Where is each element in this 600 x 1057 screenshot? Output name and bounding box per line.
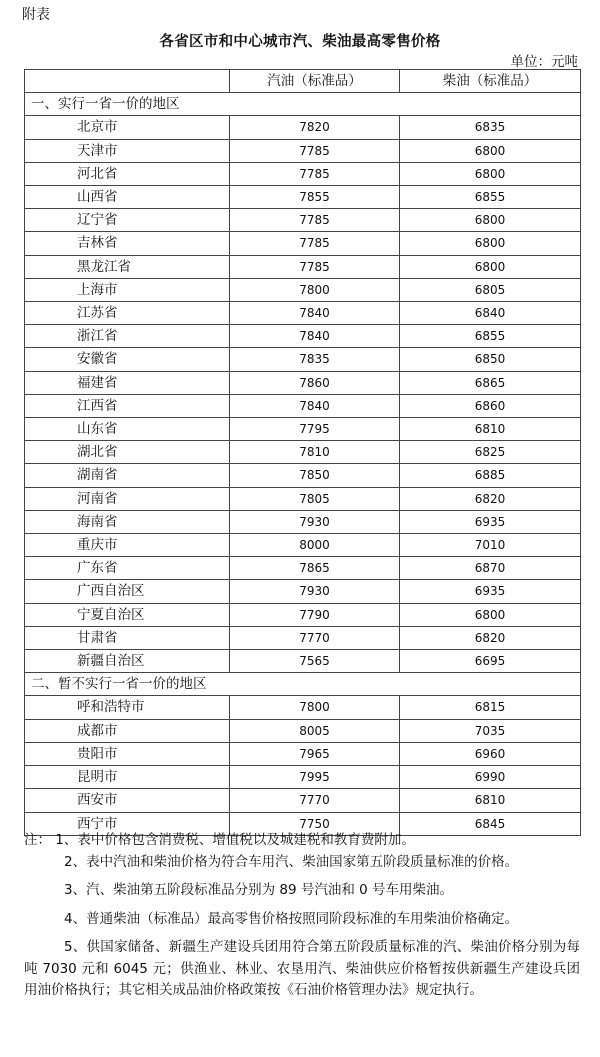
note-1: 注： 1、表中价格包含消费税、增值税以及城建税和教育费附加。 [24,832,415,848]
header-diesel: 柴油（标准品） [400,70,581,93]
price-table [24,69,581,836]
region-name: 海南省 [25,510,230,533]
appendix-label: 附表 [22,7,50,23]
diesel-price: 6835 [400,116,581,139]
gasoline-price: 7965 [230,742,400,765]
region-name: 宁夏自治区 [25,603,230,626]
table-row [25,441,581,464]
diesel-price: 6810 [400,789,581,812]
table-row [25,232,581,255]
gasoline-price: 7805 [230,487,400,510]
table-row [25,186,581,209]
diesel-price: 6855 [400,325,581,348]
notes-block [24,830,580,1002]
gasoline-price: 7785 [230,209,400,232]
gasoline-price: 7785 [230,232,400,255]
diesel-price: 6885 [400,464,581,487]
table-row [25,789,581,812]
table-row [25,719,581,742]
diesel-price: 6815 [400,696,581,719]
gasoline-price: 7850 [230,464,400,487]
section2-label: 二、暂不实行一省一价的地区 [25,673,581,696]
table-row [25,139,581,162]
gasoline-price: 7770 [230,626,400,649]
header-row [25,70,581,93]
gasoline-price: 7770 [230,789,400,812]
gasoline-price: 7565 [230,650,400,673]
region-name: 安徽省 [25,348,230,371]
region-name: 北京市 [25,116,230,139]
diesel-price: 6820 [400,626,581,649]
table-row [25,162,581,185]
diesel-price: 6800 [400,139,581,162]
section1-label: 一、实行一省一价的地区 [25,93,581,116]
table-row [25,603,581,626]
region-name: 辽宁省 [25,209,230,232]
region-name: 天津市 [25,139,230,162]
table-row [25,394,581,417]
region-name: 吉林省 [25,232,230,255]
table-row [25,302,581,325]
gasoline-price: 7800 [230,696,400,719]
header-gasoline: 汽油（标准品） [230,70,400,93]
table-row [25,418,581,441]
table-row [25,534,581,557]
diesel-price: 6800 [400,162,581,185]
gasoline-price: 7865 [230,557,400,580]
gasoline-price: 7810 [230,441,400,464]
table-row [25,487,581,510]
table-row [25,348,581,371]
region-name: 西安市 [25,789,230,812]
region-name: 湖南省 [25,464,230,487]
gasoline-price: 7840 [230,394,400,417]
diesel-price: 6805 [400,278,581,301]
unit-label: 单位：元吨 [510,54,578,70]
gasoline-price: 7785 [230,255,400,278]
diesel-price: 6810 [400,418,581,441]
table-row [25,510,581,533]
region-name: 昆明市 [25,766,230,789]
table-row [25,209,581,232]
table-row [25,626,581,649]
region-name: 湖北省 [25,441,230,464]
table-row [25,557,581,580]
region-name: 江西省 [25,394,230,417]
note-4: 4、普通柴油（标准品）最高零售价格按照同阶段标准的车用柴油价格确定。 [64,910,519,927]
gasoline-price: 7785 [230,139,400,162]
gasoline-price: 7860 [230,371,400,394]
diesel-price: 6845 [400,812,581,835]
header-region [25,70,230,93]
region-name: 河南省 [25,487,230,510]
table-title: 各省区市和中心城市汽、柴油最高零售价格 [159,34,441,50]
region-name: 浙江省 [25,325,230,348]
gasoline-price: 7840 [230,302,400,325]
table-row [25,278,581,301]
diesel-price: 6870 [400,557,581,580]
gasoline-price: 8000 [230,534,400,557]
gasoline-price: 7820 [230,116,400,139]
diesel-price: 6695 [400,650,581,673]
region-name: 山东省 [25,418,230,441]
region-name: 河北省 [25,162,230,185]
region-name: 黑龙江省 [25,255,230,278]
table-row [25,742,581,765]
gasoline-price: 7995 [230,766,400,789]
table-row [25,464,581,487]
diesel-price: 6855 [400,186,581,209]
region-name: 甘肃省 [25,626,230,649]
diesel-price: 6865 [400,371,581,394]
note-2: 2、表中汽油和柴油价格为符合车用汽、柴油国家第五阶段质量标准的价格。 [64,853,519,870]
gasoline-price: 7750 [230,812,400,835]
region-name: 江苏省 [25,302,230,325]
diesel-price: 6840 [400,302,581,325]
note-5: 5、供国家储备、新疆生产建设兵团用符合第五阶段质量标准的汽、柴油价格分别为每吨 7030 元和 6045 元；供渔业、林业、农垦用汽、柴油供应价格暂按供新疆生产建设兵团用油价格执行；其它相关成品油价格政策按《石油价格管理办法》规定执行。 [24,939,580,998]
region-name: 广东省 [25,557,230,580]
region-name: 上海市 [25,278,230,301]
table-row [25,325,581,348]
diesel-price: 6800 [400,255,581,278]
diesel-price: 6990 [400,766,581,789]
diesel-price: 6850 [400,348,581,371]
gasoline-price: 7855 [230,186,400,209]
diesel-price: 6800 [400,603,581,626]
region-name: 呼和浩特市 [25,696,230,719]
diesel-price: 6800 [400,209,581,232]
region-name: 山西省 [25,186,230,209]
diesel-price: 6960 [400,742,581,765]
diesel-price: 6935 [400,510,581,533]
table-row [25,650,581,673]
diesel-price: 7010 [400,534,581,557]
region-name: 西宁市 [25,812,230,835]
section2-row [25,673,581,696]
region-name: 重庆市 [25,534,230,557]
region-name: 贵阳市 [25,742,230,765]
gasoline-price: 7930 [230,510,400,533]
gasoline-price: 8005 [230,719,400,742]
section1-row [25,93,581,116]
note-3: 3、汽、柴油第五阶段标准品分别为 89 号汽油和 0 号车用柴油。 [64,882,454,898]
diesel-price: 6860 [400,394,581,417]
table-row [25,255,581,278]
gasoline-price: 7930 [230,580,400,603]
table-row [25,766,581,789]
table-row [25,116,581,139]
table-row [25,580,581,603]
region-name: 福建省 [25,371,230,394]
table-row [25,371,581,394]
diesel-price: 6800 [400,232,581,255]
region-name: 广西自治区 [25,580,230,603]
region-name: 成都市 [25,719,230,742]
gasoline-price: 7795 [230,418,400,441]
gasoline-price: 7785 [230,162,400,185]
gasoline-price: 7840 [230,325,400,348]
diesel-price: 6820 [400,487,581,510]
table-row [25,696,581,719]
diesel-price: 7035 [400,719,581,742]
gasoline-price: 7800 [230,278,400,301]
gasoline-price: 7790 [230,603,400,626]
diesel-price: 6935 [400,580,581,603]
diesel-price: 6825 [400,441,581,464]
gasoline-price: 7835 [230,348,400,371]
region-name: 新疆自治区 [25,650,230,673]
